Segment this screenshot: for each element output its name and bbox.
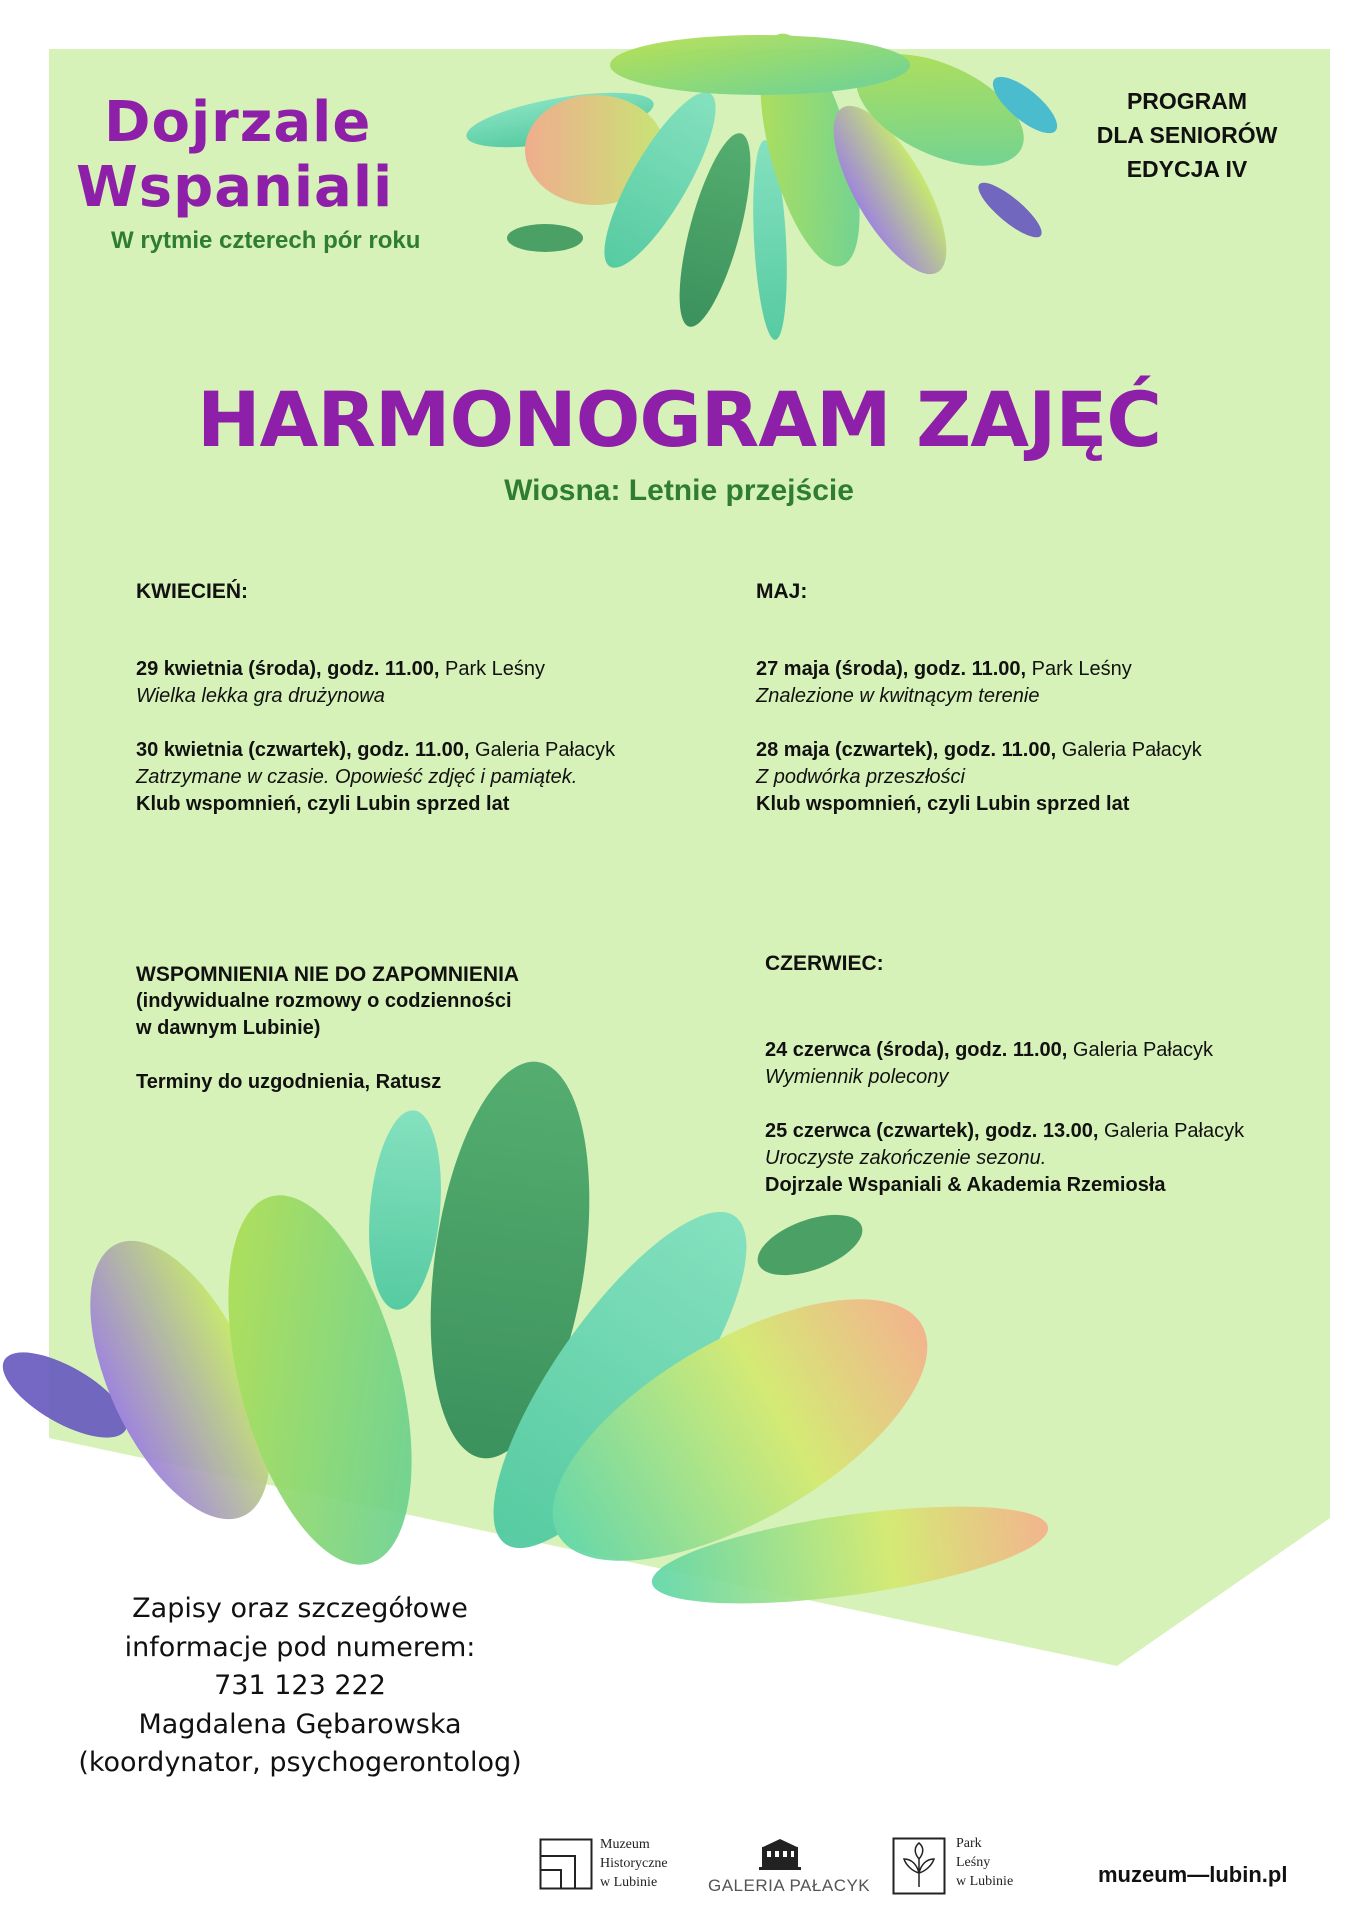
april-section bbox=[136, 578, 696, 818]
museum-logo-text bbox=[600, 1835, 668, 1892]
coordinator-name: Magdalena Gębarowska bbox=[138, 1708, 462, 1740]
palace-icon bbox=[757, 1837, 803, 1871]
memories-section bbox=[136, 961, 696, 1096]
logo-text-line: w Lubinie bbox=[956, 1874, 1014, 1889]
event-place: Galeria Pałacyk bbox=[469, 739, 616, 761]
event-date: 24 czerwca (środa), godz. 11.00, bbox=[765, 1039, 1068, 1061]
memories-line: w dawnym Lubinie) bbox=[136, 1017, 321, 1039]
logo-text-line: w Lubinie bbox=[600, 1875, 658, 1890]
brand-tagline: W rytmie czterech pór roku bbox=[111, 227, 421, 254]
brand-line1: Dojrzale bbox=[104, 90, 372, 155]
event-desc: Uroczyste zakończenie sezonu. bbox=[765, 1147, 1047, 1169]
event-date: 28 maja (czwartek), godz. 11.00, bbox=[756, 739, 1057, 761]
museum-logo-icon bbox=[539, 1838, 593, 1890]
logo-text-line: Historyczne bbox=[600, 1856, 668, 1871]
section-heading: WSPOMNIENIA NIE DO ZAPOMNIENIA bbox=[136, 963, 520, 986]
june-section bbox=[765, 950, 1325, 1199]
logo-text-line: Leśny bbox=[956, 1855, 991, 1870]
galeria-logo-text: GALERIA PAŁACYK bbox=[708, 1876, 871, 1895]
phone-number: 731 123 222 bbox=[214, 1670, 386, 1701]
event-extra: Dojrzale Wspaniali & Akademia Rzemiosła bbox=[765, 1174, 1166, 1196]
event-date: 29 kwietnia (środa), godz. 11.00, bbox=[136, 658, 440, 680]
page-title: HARMONOGRAM ZAJĘĆ bbox=[196, 375, 1162, 464]
event bbox=[765, 1037, 1325, 1064]
memories-line: (indywidualne rozmowy o codzienności bbox=[136, 990, 512, 1012]
event-date: 25 czerwca (czwartek), godz. 13.00, bbox=[765, 1120, 1099, 1142]
event-desc: Z podwórka przeszłości bbox=[756, 766, 965, 788]
program-line: DLA SENIORÓW bbox=[1096, 122, 1278, 148]
logo-text-line: Park bbox=[956, 1836, 982, 1851]
contact-line: informacje pod numerem: bbox=[124, 1631, 476, 1663]
event bbox=[756, 737, 1316, 764]
event-extra: Klub wspomnień, czyli Lubin sprzed lat bbox=[136, 793, 510, 815]
event-date: 30 kwietnia (czwartek), godz. 11.00, bbox=[136, 739, 470, 761]
event-date: 27 maja (środa), godz. 11.00, bbox=[756, 658, 1027, 680]
program-line: EDYCJA IV bbox=[1126, 156, 1248, 182]
page-subtitle: Wiosna: Letnie przejście bbox=[504, 474, 854, 507]
section-heading: MAJ: bbox=[756, 580, 808, 603]
event bbox=[765, 1118, 1325, 1145]
brand-line2: Wspaniali bbox=[76, 155, 394, 220]
event bbox=[136, 737, 696, 764]
event-place: Galeria Pałacyk bbox=[1098, 1120, 1245, 1142]
program-block bbox=[1037, 84, 1337, 186]
memories-terms: Terminy do uzgodnienia, Ratusz bbox=[136, 1071, 442, 1093]
event-place: Park Leśny bbox=[439, 658, 546, 680]
park-logo-text bbox=[956, 1834, 1013, 1891]
may-section bbox=[756, 578, 1316, 818]
logo-text-line: Muzeum bbox=[600, 1837, 650, 1852]
event-place: Galeria Pałacyk bbox=[1067, 1039, 1213, 1061]
website-link[interactable]: muzeum—lubin.pl bbox=[1098, 1862, 1288, 1887]
contact-line: Zapisy oraz szczegółowe bbox=[132, 1593, 468, 1624]
event-desc: Znalezione w kwitnącym terenie bbox=[756, 685, 1040, 707]
event bbox=[136, 656, 696, 683]
contact-info bbox=[40, 1590, 560, 1783]
event-place: Park Leśny bbox=[1026, 658, 1132, 680]
event-place: Galeria Pałacyk bbox=[1056, 739, 1202, 761]
event bbox=[756, 656, 1316, 683]
section-heading: CZERWIEC: bbox=[765, 952, 884, 975]
program-line: PROGRAM bbox=[1126, 88, 1248, 114]
event-desc: Zatrzymane w czasie. Opowieść zdjęć i pamiątek. bbox=[136, 766, 578, 788]
park-logo-icon bbox=[892, 1837, 946, 1895]
event-extra: Klub wspomnień, czyli Lubin sprzed lat bbox=[756, 793, 1130, 815]
event-desc: Wielka lekka gra drużynowa bbox=[136, 685, 385, 707]
coordinator-role: (koordynator, psychogerontolog) bbox=[78, 1747, 522, 1778]
section-heading: KWIECIEŃ: bbox=[136, 580, 248, 603]
event-desc: Wymiennik polecony bbox=[765, 1066, 949, 1088]
